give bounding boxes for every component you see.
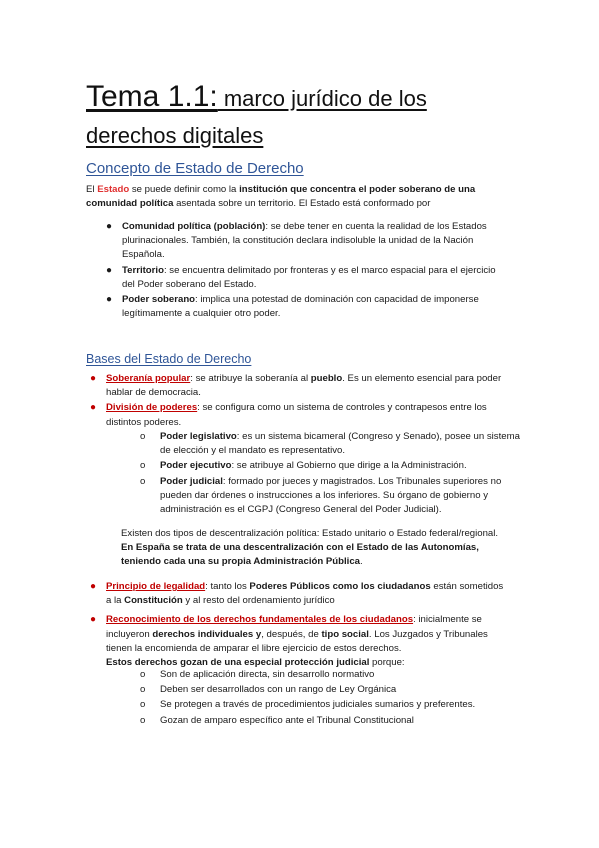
descentralizacion-paragraph	[121, 527, 509, 570]
bullet-icon: ●	[90, 402, 97, 414]
bullet-icon: ●	[90, 614, 97, 626]
bases-list-a	[88, 372, 508, 431]
list-item	[140, 668, 520, 682]
bullet-term: Poder soberano	[122, 294, 196, 306]
reconocimiento-bold3: Estos derechos gozan de una especial protección judicial	[106, 657, 370, 669]
section-heading-concepto: Concepto de Estado de Derecho	[86, 160, 304, 177]
intro-text-c: asentada sobre un territorio. El Estado está conformado por	[173, 198, 431, 210]
list-item	[140, 698, 520, 712]
list-item	[140, 683, 520, 697]
circle-bullet-icon: o	[140, 669, 146, 680]
reconocimiento-text-b: , después, de	[261, 628, 322, 640]
bullet-icon: ●	[106, 221, 113, 232]
division-text: : se configura como un sistema de controles y contrapesos entre los distintos poderes.	[106, 402, 487, 428]
circle-bullet-icon: o	[140, 699, 146, 711]
list-item	[140, 459, 520, 473]
poder-text: : formado por jueces y magistrados. Los Tribunales superiores no pueden dar órdenes o instrucciones a los inferiores. Su órgano de gobierno y administración es el CGPJ (Congreso General del Poder Judicial).	[160, 475, 502, 516]
razon-text: Se protegen a través de procedimientos judiciales sumarios y preferentes.	[160, 699, 476, 711]
bases-list-b	[88, 580, 508, 671]
title-main: Tema 1.1:	[86, 80, 218, 113]
list-item	[88, 580, 508, 608]
document-title	[86, 80, 556, 156]
reconocimiento-bold1: derechos individuales y	[152, 628, 262, 640]
list-item	[140, 475, 520, 518]
reconocimiento-text-c: . Los Juzgados y Tribunales tienen la encomienda de amparar el libre ejercicio de estos derechos.	[106, 628, 488, 654]
intro-text-a: El	[86, 184, 98, 195]
poder-term: Poder judicial	[160, 475, 223, 487]
intro-text-b: se puede definir como la	[129, 184, 240, 195]
circle-bullet-icon: o	[140, 475, 146, 487]
list-item	[88, 613, 508, 670]
legalidad-text-c: y al resto del ordenamiento jurídico	[182, 595, 335, 607]
bullet-term: Comunidad política (población)	[122, 221, 266, 232]
descentralizacion-bold: En España se trata de una descentralización con el Estado de las Autonomías, teniendo cada una su propia Administración Pública	[121, 542, 479, 568]
poder-term: Poder ejecutivo	[160, 460, 232, 472]
poderes-list	[140, 430, 520, 518]
soberania-text-b: . Es un elemento esencial para poder hablar de democracia.	[106, 373, 502, 399]
circle-bullet-icon: o	[140, 460, 146, 472]
legalidad-term: Principio de legalidad	[106, 581, 206, 592]
legalidad-bold2: Constitución	[124, 595, 183, 607]
razon-text: Son de aplicación directa, sin desarrollo normativo	[160, 669, 375, 680]
estado-components-list	[104, 220, 504, 322]
list-item	[88, 401, 508, 429]
list-item	[104, 293, 504, 321]
circle-bullet-icon: o	[140, 684, 146, 696]
bullet-icon: ●	[106, 264, 113, 276]
intro-bold: institución que concentra el poder soberano de una comunidad política	[86, 184, 476, 210]
descentralizacion-text-a: Existen dos tipos de descentralización política: Estado unitario o Estado federal/regional.	[121, 528, 499, 539]
intro-paragraph	[86, 183, 506, 211]
bullet-icon: ●	[90, 581, 97, 592]
poder-term: Poder legislativo	[160, 431, 237, 442]
reconocimiento-text-d: porque:	[369, 657, 405, 669]
list-item	[88, 372, 508, 400]
poder-text: : se atribuye al Gobierno que dirige a la Administración.	[231, 460, 467, 472]
razon-text: Deben ser desarrollados con un rango de Ley Orgánica	[160, 684, 397, 696]
bullet-text: : se debe tener en cuenta la realidad de los Estados plurinacionales. También, la constitución declara indisoluble la unidad de la Nación Española.	[122, 221, 487, 261]
reconocimiento-term: Reconocimiento de los derechos fundamentales de los ciudadanos	[106, 614, 414, 626]
section-heading-bases: Bases del Estado de Derecho	[86, 352, 252, 366]
title-sub-line2: derechos digitales	[86, 123, 264, 148]
razones-list	[140, 668, 520, 729]
list-item	[140, 430, 520, 458]
soberania-text-a: : se atribuye la soberanía al	[190, 373, 311, 384]
soberania-bold: pueblo	[310, 373, 343, 384]
legalidad-bold1: Poderes Públicos como los ciudadanos	[249, 581, 431, 592]
bullet-term: Territorio	[122, 264, 164, 276]
reconocimiento-text-a: : inicialmente se incluyeron	[106, 614, 482, 640]
descentralizacion-text-b: .	[360, 556, 363, 568]
legalidad-text-b: están sometidos a la	[106, 581, 504, 607]
list-item	[140, 714, 520, 728]
bullet-text: : se encuentra delimitado por fronteras y es el marco espacial para el ejercicio del Poder soberano del Estado.	[122, 264, 496, 290]
circle-bullet-icon: o	[140, 714, 146, 726]
bullet-icon: ●	[106, 294, 113, 306]
poder-text: : es un sistema bicameral (Congreso y Senado), posee un sistema de elección y el mandato es representativo.	[160, 431, 520, 457]
bullet-icon: ●	[90, 373, 97, 384]
bullet-text: : implica una potestad de dominación con capacidad de imponerse legítimamente a cualquier otro poder.	[122, 294, 479, 320]
razon-text: Gozan de amparo específico ante el Tribunal Constitucional	[160, 714, 414, 726]
title-sub-line1: marco jurídico de los	[217, 86, 427, 111]
reconocimiento-bold2: tipo social	[321, 628, 369, 640]
division-term: División de poderes	[106, 402, 198, 414]
estado-term: Estado	[97, 184, 130, 195]
list-item	[104, 264, 504, 292]
circle-bullet-icon: o	[140, 431, 146, 442]
soberania-term: Soberanía popular	[106, 373, 191, 384]
legalidad-text-a: : tanto los	[205, 581, 250, 592]
list-item	[104, 220, 504, 263]
